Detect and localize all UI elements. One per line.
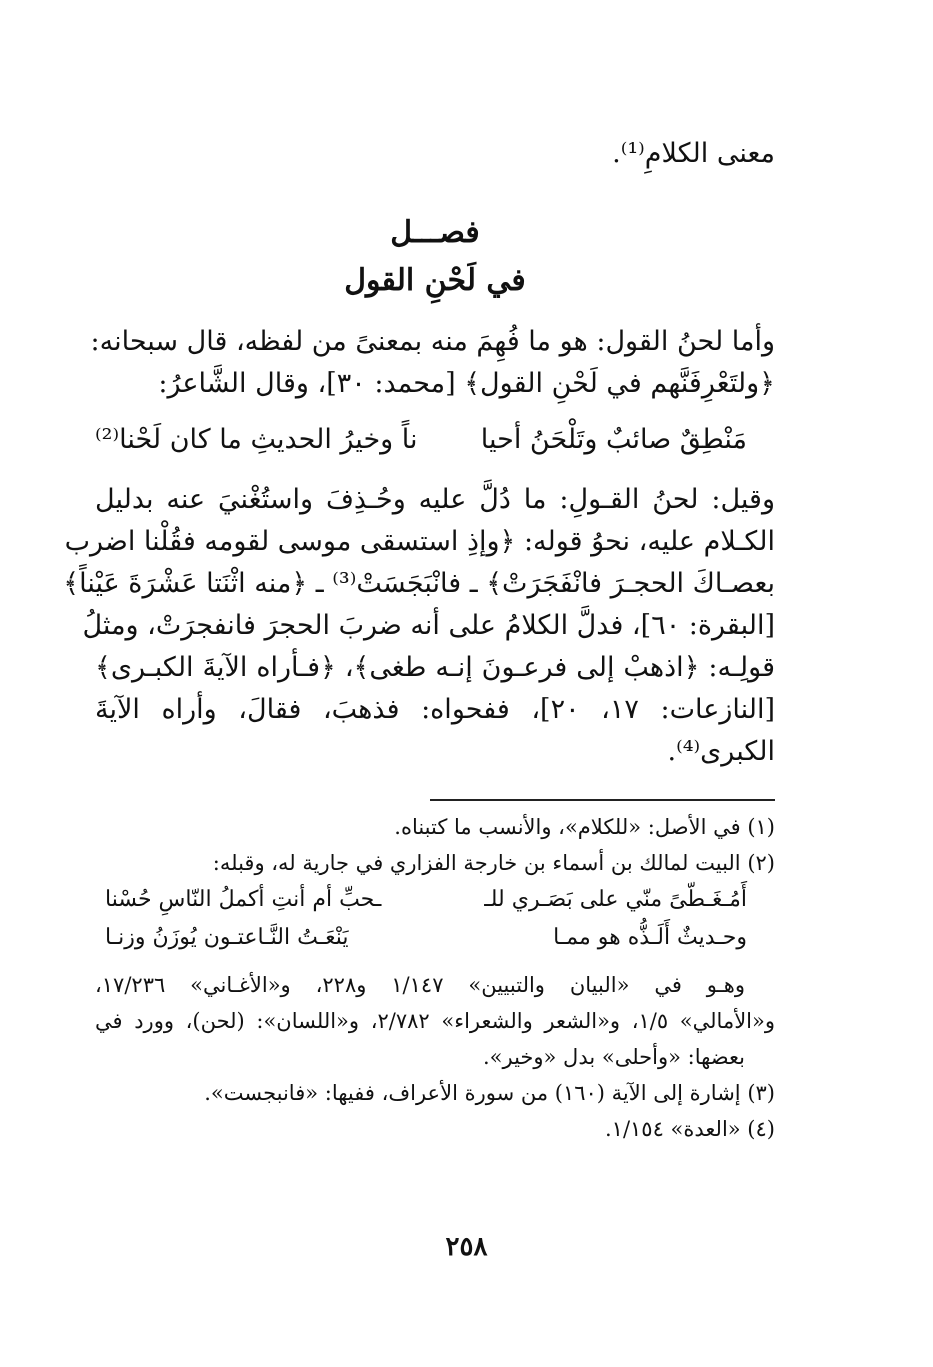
footnote-4: (٤) «العدة» ١/١٥٤.: [604, 1117, 775, 1141]
paragraph-line: بعصـاكَ الحجـرَ فانْفَجَرَتْ﴾ ـ فانْبَجَسَتْ⁽³⁾ ـ ﴿منه اثْنَتا عَشْرَةَ عَيْناً﴾: [63, 568, 775, 599]
footnote-verse-hemistich: وحـديثٌ أَلَـذُّه هو ممـا: [553, 925, 747, 950]
footnotes: [95, 809, 775, 1147]
footnote-2-sources: و«الأمالي» ١/٥، و«الشعر والشعراء» ٢/٧٨٢، و«اللسان»: (لحن)، وورد في: [95, 1009, 775, 1033]
page-content: [63, 125, 776, 1147]
paragraph-line: [النازعات: ١٧، ٢٠]، ففحواه: فذهبَ، فقالَ، وأراه الآيةَ: [95, 694, 776, 725]
paragraph-line: ﴿ولتَعْرِفَنَّهم في لَحْنِ القول﴾ [محمد: ٣٠]، وقال الشَّاعرُ:: [158, 368, 775, 399]
section-subtitle: في لَحْنِ القول: [344, 263, 526, 298]
footnote-verse-hemistich: أَمُـغَـطّىً منّي على بَصَـري للـ: [484, 887, 747, 912]
paragraph-2: [63, 479, 776, 773]
paragraph-line: [البقرة: ٦٠]، فدلَّ الكلامُ على أنه ضربَ الحجرَ فانفجرَتْ، ومثلُ: [82, 610, 775, 641]
footnote-1: (١) في الأصل: «للكلام»، والأنسب ما كتبناه.: [394, 815, 775, 839]
footnote-2-sources: وهـو في «البيان والتبيين» ١/١٤٧ و٢٢٨، و«الأغـاني» ١٧/٢٣٦،: [95, 973, 745, 997]
paragraph-1: [90, 321, 775, 405]
poem-verse: [95, 419, 775, 461]
verse-second-hemistich: ناً وخيرُ الحديثِ ما كان لَحْنا⁽²⁾: [95, 424, 418, 455]
paragraph-line: الكـلام عليه، نحوُ قوله: ﴿وإذِ استسقى موسى لقومه فقُلْنا اضرب: [64, 526, 775, 557]
paragraph-line: قولِـه: ﴿اذهبْ إلى فرعـونَ إنـه طغى﴾، ﴿فـأراه الآيةَ الكبـرى﴾: [95, 652, 775, 683]
verse-first-hemistich: مَنْطِقٌ صائبٌ وتَلْحَنُ أحيا: [480, 424, 747, 455]
footnote-2-sources: بعضها: «وأحلى» بدل «وخير».: [482, 1045, 745, 1069]
paragraph-line: وقيل: لحنُ القـولِ: ما دُلَّ عليه وحُـذِفَ واستُغْنيَ عنه بدليل: [95, 484, 775, 515]
footnote-2-verse-1: [95, 881, 775, 919]
footnote-3: (٣) إشارة إلى الآية (١٦٠) من سورة الأعراف، ففيها: «فانبجست».: [204, 1081, 775, 1105]
footnote-verse-hemistich: ـحبِّ أم أنتِ أكملُ النّاسِ حُسْنا: [105, 887, 382, 912]
footnote-verse-hemistich: يَنْعَـتُ النَّـاعتـون يُوزَنُ وزنـا: [105, 925, 349, 950]
paragraph-line: الكبرى⁽⁴⁾.: [667, 736, 775, 767]
section-title: فصـــل: [390, 215, 480, 250]
footnote-2-intro: (٢) البيت لمالك بن أسماء بن خارجة الفزاري في جارية له، وقبله:: [212, 851, 775, 875]
intro-line: معنى الكلامِ⁽¹⁾.: [612, 138, 775, 169]
footnote-divider: [430, 799, 775, 801]
page-number: ٢٥٨: [445, 1232, 488, 1262]
paragraph-line: وأما لحنُ القول: هو ما فُهِمَ منه بمعنىً من لفظه، قال سبحانه:: [90, 326, 775, 357]
footnote-2-verse-2: [95, 919, 775, 957]
